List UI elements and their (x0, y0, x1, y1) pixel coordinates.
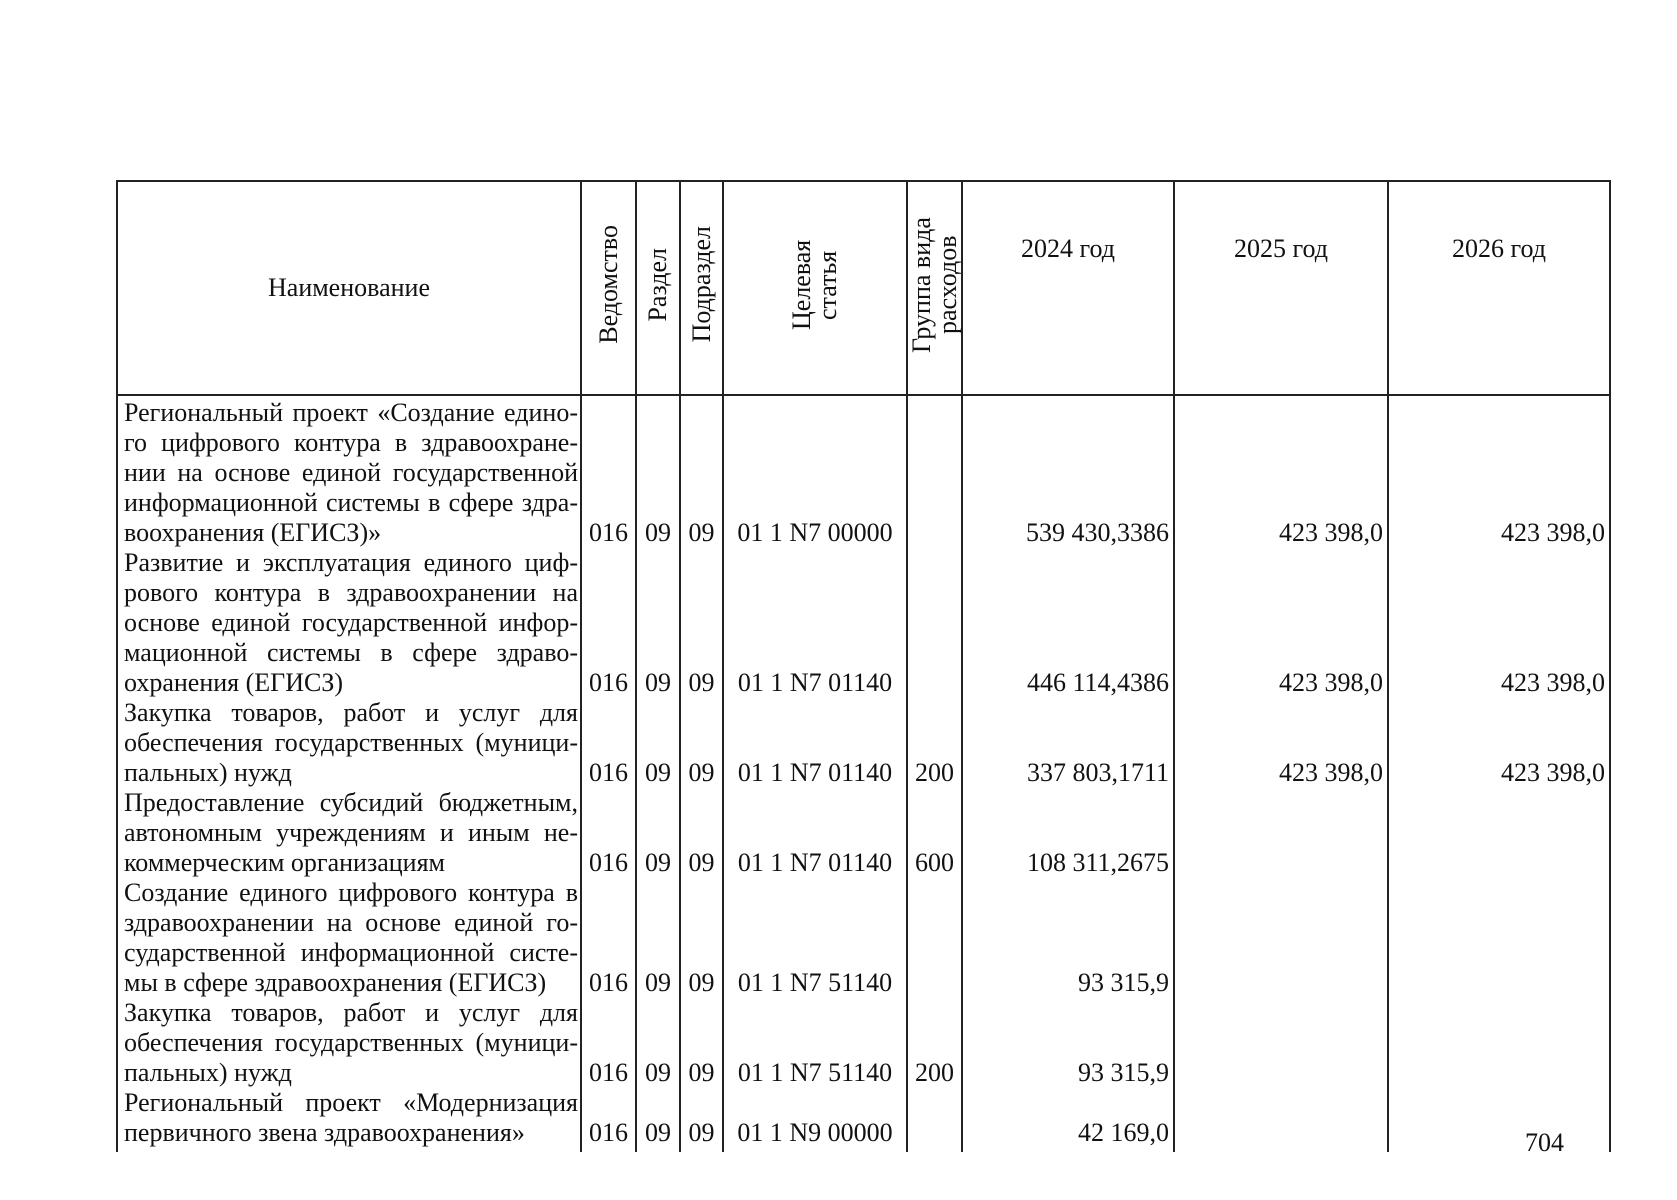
cell-expense-group: 200 (907, 998, 962, 1088)
cell-name: Закупка товаров, работ и услуг для обеспечения государственных (муниципальных) нужд (117, 698, 581, 788)
cell-year-2024: 108 311,2675 (962, 788, 1174, 878)
table-row (117, 698, 1610, 788)
cell-name: Развитие и эксплуатация единого цифрового контура в здравоохранении на основе единой государственной информационной системы в сфере здравоохранения (ЕГИСЗ) (117, 548, 581, 698)
cell-department: 016 (581, 878, 636, 998)
cell-year-2025 (1174, 878, 1388, 998)
header-year-2024: 2024 год (962, 181, 1174, 395)
cell-name: Региональный проект «Модернизация первичного звена здравоохранения» (117, 1088, 581, 1152)
cell-year-2026 (1388, 878, 1610, 998)
cell-expense-group (907, 548, 962, 698)
cell-year-2026 (1388, 788, 1610, 878)
cell-year-2024: 446 114,4386 (962, 548, 1174, 698)
cell-department: 016 (581, 1088, 636, 1152)
cell-year-2025: 423 398,0 (1174, 548, 1388, 698)
cell-year-2025 (1174, 1088, 1388, 1152)
cell-expense-group: 200 (907, 698, 962, 788)
header-year-2025: 2025 год (1174, 181, 1388, 395)
cell-subsection: 09 (680, 998, 723, 1088)
cell-year-2024: 539 430,3386 (962, 395, 1174, 548)
cell-department: 016 (581, 998, 636, 1088)
cell-year-2026: 423 398,0 (1388, 548, 1610, 698)
table-header-row (117, 181, 1610, 395)
cell-section: 09 (636, 548, 680, 698)
cell-target-article: 01 1 N7 01140 (723, 788, 907, 878)
cell-target-article: 01 1 N7 01140 (723, 698, 907, 788)
cell-target-article: 01 1 N9 00000 (723, 1088, 907, 1152)
cell-year-2024: 42 169,0 (962, 1088, 1174, 1152)
cell-target-article: 01 1 N7 01140 (723, 548, 907, 698)
header-name: Наименование (117, 181, 581, 395)
cell-year-2026 (1388, 1088, 1610, 1152)
cell-year-2026: 423 398,0 (1388, 395, 1610, 548)
header-department: Ведомство (581, 181, 636, 395)
cell-name: Закупка товаров, работ и услуг для обеспечения государственных (муниципальных) нужд (117, 998, 581, 1088)
cell-department: 016 (581, 698, 636, 788)
table-row (117, 878, 1610, 998)
cell-subsection: 09 (680, 698, 723, 788)
cell-subsection: 09 (680, 395, 723, 548)
cell-expense-group: 600 (907, 788, 962, 878)
cell-year-2026 (1388, 998, 1610, 1088)
cell-year-2025: 423 398,0 (1174, 698, 1388, 788)
cell-expense-group (907, 395, 962, 548)
table-row (117, 548, 1610, 698)
cell-year-2026: 423 398,0 (1388, 698, 1610, 788)
cell-expense-group (907, 1088, 962, 1152)
table-row (117, 395, 1610, 548)
cell-year-2025 (1174, 788, 1388, 878)
cell-section: 09 (636, 788, 680, 878)
cell-year-2024: 337 803,1711 (962, 698, 1174, 788)
cell-subsection: 09 (680, 1088, 723, 1152)
table-body (117, 395, 1610, 1152)
cell-target-article: 01 1 N7 51140 (723, 878, 907, 998)
header-subsection: Подраздел (680, 181, 723, 395)
cell-section: 09 (636, 1088, 680, 1152)
cell-subsection: 09 (680, 878, 723, 998)
cell-target-article: 01 1 N7 00000 (723, 395, 907, 548)
cell-year-2024: 93 315,9 (962, 878, 1174, 998)
table-row (117, 1088, 1610, 1152)
cell-department: 016 (581, 788, 636, 878)
cell-year-2025: 423 398,0 (1174, 395, 1388, 548)
cell-section: 09 (636, 698, 680, 788)
header-expense-group: Группа вида расходов (907, 181, 962, 395)
cell-name: Предоставление субсидий бюджетным, автономным учреждениям и иным некоммерческим организациям (117, 788, 581, 878)
table-row (117, 998, 1610, 1088)
cell-department: 016 (581, 548, 636, 698)
header-section: Раздел (636, 181, 680, 395)
cell-target-article: 01 1 N7 51140 (723, 998, 907, 1088)
cell-year-2024: 93 315,9 (962, 998, 1174, 1088)
cell-section: 09 (636, 878, 680, 998)
cell-year-2025 (1174, 998, 1388, 1088)
page-number: 704 (1525, 1128, 1564, 1157)
cell-subsection: 09 (680, 788, 723, 878)
cell-section: 09 (636, 395, 680, 548)
cell-name: Региональный проект «Создание единого цифрового контура в здравоохранении на основе единой государственной информационной системы в сфере здравоохранения (ЕГИСЗ)» (117, 395, 581, 548)
header-year-2026: 2026 год (1388, 181, 1610, 395)
cell-section: 09 (636, 998, 680, 1088)
cell-name: Создание единого цифрового контура в здравоохранении на основе единой государственной информационной системы в сфере здравоохранения (ЕГИСЗ) (117, 878, 581, 998)
cell-department: 016 (581, 395, 636, 548)
budget-table (116, 180, 1611, 1152)
cell-subsection: 09 (680, 548, 723, 698)
cell-expense-group (907, 878, 962, 998)
header-target-article: Целевая статья (723, 181, 907, 395)
table-row (117, 788, 1610, 878)
